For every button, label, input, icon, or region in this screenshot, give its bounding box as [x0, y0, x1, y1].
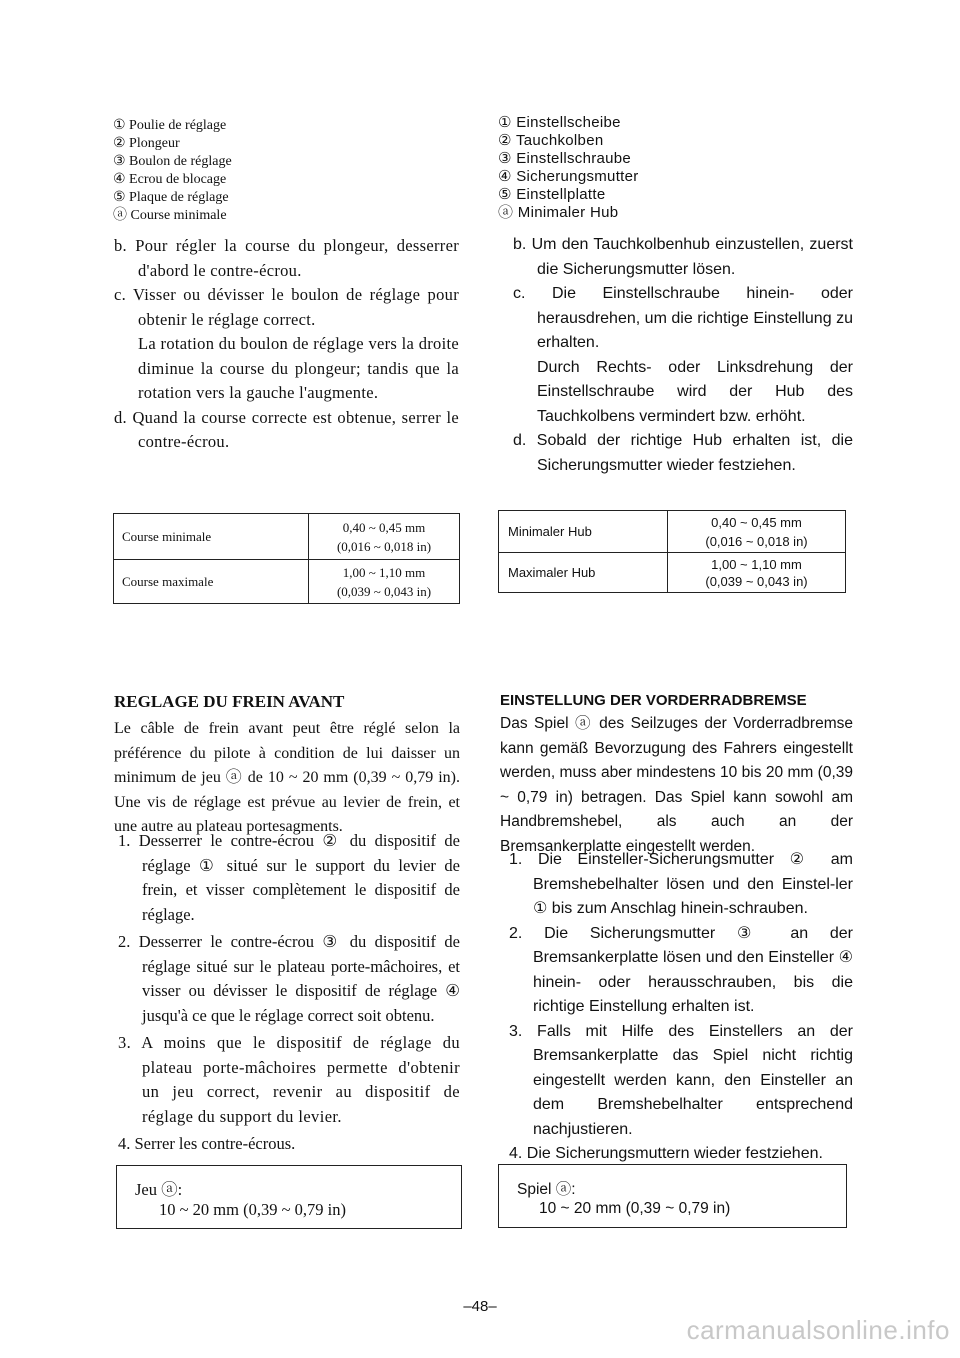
table-cell-value [668, 511, 846, 553]
de-intro: Das Spiel ⓐ des Seilzuges der Vorderradbremse kann gemäß Bevorzugung des Fahrers eingestellt werden, muss aber mindestens 10 bis 20 mm (0,39 ~ 0,79 in) betragen. Das Spiel kann sowohl am Handbremshebel, als auch an der Bremsankerplatte eingestellt werden. [500, 715, 853, 855]
box-value: 10 ~ 20 mm (0,39 ~ 0,79 in) [159, 1200, 346, 1219]
step-text: 1. Desserrer le contre-écrou ② du dispositif de réglage ① situé sur le support du levier de frein, et visser complètement le dispositif de réglage. [118, 831, 460, 924]
de-legend [498, 114, 828, 222]
step-text: La rotation du boulon de réglage vers la droite diminue la course du plongeur; tandis que la rotation vers la gauche l'augmente. [138, 334, 459, 402]
table-row [499, 553, 846, 593]
legend-item: ④ Sicherungsmutter [498, 168, 639, 185]
value-mm: 1,00 ~ 1,10 mm [342, 564, 426, 580]
de-section-title: EINSTELLUNG DER VORDERRADBREMSE [500, 692, 807, 709]
de-steps-top [513, 233, 853, 478]
value-in: (0,039 ~ 0,043 in) [336, 583, 432, 599]
fr-steps-top [114, 234, 459, 455]
legend-item: ① Poulie de réglage [113, 118, 227, 133]
fr-legend [113, 117, 443, 225]
legend-item: ③ Einstellschraube [498, 150, 632, 167]
step-text: d. Quand la course correcte est obtenue, serrer le contre-écrou. [114, 407, 459, 451]
table-cell-value [309, 560, 460, 604]
legend-item: ⓐ Course minimale [113, 208, 227, 223]
legend-item: ③ Boulon de réglage [113, 154, 232, 169]
step-text: 1. Die Einsteller-Sicherungsmutter ② am Bremshebelhalter lösen und den Einstel-ler ① bis zum Anschlag hinein-schrauben. [509, 851, 853, 917]
value-in: (0,016 ~ 0,018 in) [705, 533, 808, 549]
table-cell-label: Course maximale [114, 560, 309, 604]
box-label: Spiel ⓐ: [517, 1181, 576, 1198]
legend-item: ② Plongeur [113, 136, 180, 151]
table-cell-label: Minimaler Hub [499, 511, 668, 553]
step-text: b. Pour régler la course du plongeur, desserrer d'abord le contre-écrou. [114, 236, 459, 280]
step-text: 3. Falls mit Hilfe des Einstellers an der Bremsankerplatte das Spiel nicht richtig eingestellt werden kann, den Einsteller an dem Bremshebelhalter entsprechend nachjustieren. [509, 1022, 853, 1138]
legend-item: ④ Ecrou de blocage [113, 172, 227, 187]
box-label: Jeu ⓐ: [135, 1180, 183, 1199]
step-text: c. Visser ou dévisser le boulon de réglage pour obtenir le réglage correct. [114, 285, 459, 329]
step-text: 2. Desserrer le contre-écrou ③ du dispositif de réglage situé sur le plateau porte-mâchoires, et visser ou dévisser le dispositif de réglage ④ jusqu'à ce que le réglage correct soit obtenu. [118, 932, 460, 1025]
fr-spec-box [116, 1165, 462, 1229]
table-cell-value [309, 514, 460, 560]
de-spec-table [498, 510, 846, 593]
fr-section-title: REGLAGE DU FREIN AVANT [114, 692, 345, 711]
de-steps [509, 848, 853, 1167]
table-row [114, 514, 460, 560]
step-text: 4. Serrer les contre-écrous. [118, 1134, 296, 1153]
fr-intro: Le câble de frein avant peut être réglé selon la préférence du pilote à condition de lui daisser un minimum de jeu ⓐ de 10 ~ 20 mm (0,39 ~ 0,79 in). Une vis de réglage est prévue au levier de frein, et une autre au plateau portesagments. [114, 720, 460, 835]
table-cell-label: Maximaler Hub [499, 553, 668, 593]
value-mm: 0,40 ~ 0,45 mm [711, 514, 802, 530]
legend-item: ① Einstellscheibe [498, 114, 621, 131]
fr-spec-table [113, 513, 460, 604]
table-row [114, 560, 460, 604]
table-cell-label: Course minimale [114, 514, 309, 560]
step-text: Durch Rechts- oder Linksdrehung der Einstellschraube wird der Hub des Tauchkolbens vermindert bzw. erhöht. [537, 358, 853, 425]
value-in: (0,039 ~ 0,043 in) [705, 573, 808, 589]
de-spec-box [498, 1164, 847, 1228]
legend-item: ⓐ Minimaler Hub [498, 204, 619, 221]
step-text: d. Sobald der richtige Hub erhalten ist, die Sicherungsmutter wieder festziehen. [513, 432, 853, 474]
step-text: 4. Die Sicherungsmuttern wieder festziehen. [509, 1145, 823, 1162]
table-row [499, 511, 846, 553]
value-mm: 0,40 ~ 0,45 mm [342, 519, 426, 535]
step-text: 2. Die Sicherungsmutter ③ an der Bremsankerplatte lösen und den Einsteller ④ hinein- oder herausschrauben, bis die richtige Einstellung erhalten ist. [509, 924, 853, 1015]
watermark: carmanualsonline.info [686, 1315, 950, 1345]
legend-item: ② Tauchkolben [498, 132, 604, 149]
value-mm: 1,00 ~ 1,10 mm [711, 556, 802, 572]
page-number: –48– [463, 1298, 497, 1315]
value-in: (0,016 ~ 0,018 in) [336, 538, 432, 554]
legend-item: ⑤ Einstellplatte [498, 186, 606, 203]
fr-steps [118, 829, 460, 1157]
legend-item: ⑤ Plaque de réglage [113, 190, 229, 205]
step-text: b. Um den Tauchkolbenhub einzustellen, zuerst die Sicherungsmutter lösen. [513, 236, 853, 278]
step-text: c. Die Einstellschraube hinein- oder herausdrehen, um die richtige Einstellung zu erhalten. [513, 285, 853, 351]
step-text: 3. A moins que le dispositif de réglage du plateau porte-mâchoires permette d'obtenir un jeu correct, revenir au dispositif de réglage du support du levier. [118, 1033, 460, 1126]
box-value: 10 ~ 20 mm (0,39 ~ 0,79 in) [539, 1200, 731, 1217]
table-cell-value [668, 553, 846, 593]
